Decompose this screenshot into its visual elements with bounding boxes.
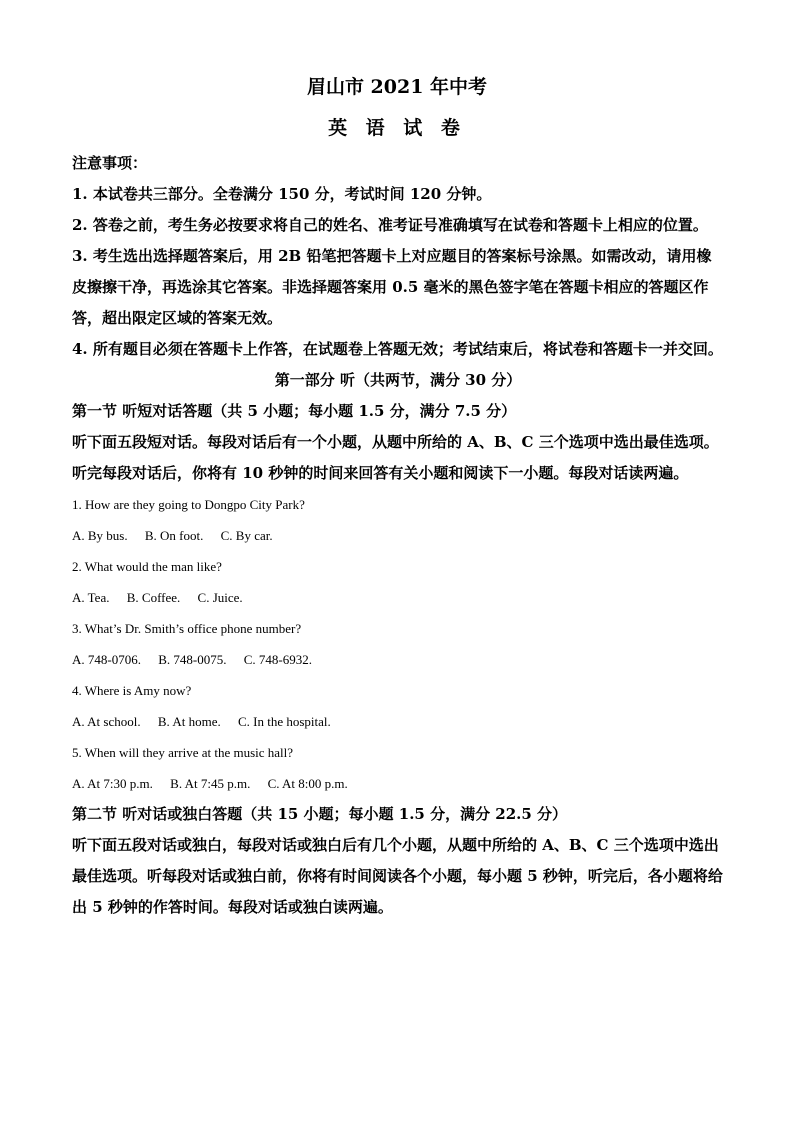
note-item: 4. 所有题目必须在答题卡上作答，在试题卷上答题无效；考试结束后，将试卷和答题卡一并交回。: [72, 340, 723, 358]
option-b: B. 748-0075.: [158, 652, 227, 667]
note-item: 3. 考生选出选择题答案后，用 2B 铅笔把答题卡上对应题目的答案标号涂黑。如需改动，请用橡皮擦擦干净，再选涂其它答案。非选择题答案用 0.5 毫米的黑色签字笔在答题卡相应的答题区作答，超出限定区域的答案无效。: [72, 247, 712, 327]
option-b: B. At 7:45 p.m.: [170, 776, 251, 791]
question-options: [72, 768, 724, 799]
note-item: 2. 答卷之前，考生务必按要求将自己的姓名、准考证号准确填写在试卷和答题卡上相应的位置。: [72, 216, 708, 234]
question-options: [72, 520, 724, 551]
option-a: A. 748-0706.: [72, 652, 141, 667]
question-4: [72, 675, 724, 737]
option-b: B. On foot.: [144, 528, 204, 543]
section1-heading: 第一节 听短对话答题（共 5 小题；每小题 1.5 分，满分 7.5 分）: [72, 402, 517, 420]
option-a: A. At school.: [72, 714, 141, 729]
question-1: [72, 489, 724, 551]
exam-title: 眉山市 2021 年中考: [306, 76, 488, 98]
question-5: [72, 737, 724, 799]
option-a: A. At 7:30 p.m.: [72, 776, 153, 791]
exam-subtitle: 英 语 试 卷: [328, 117, 466, 139]
question-3: [72, 613, 724, 675]
question-stem: 1. How are they going to Dongpo City Park?: [72, 497, 305, 512]
option-a: A. By bus.: [72, 528, 128, 543]
question-stem: 3. What’s Dr. Smith’s office phone number?: [72, 621, 302, 636]
section2-heading: 第二节 听对话或独白答题（共 15 小题；每小题 1.5 分，满分 22.5 分）: [72, 805, 568, 823]
question-stem: 4. Where is Amy now?: [72, 683, 192, 698]
option-c: C. At 8:00 p.m.: [267, 776, 348, 791]
option-c: C. 748-6932.: [243, 652, 312, 667]
option-b: B. Coffee.: [126, 590, 181, 605]
section1-instructions: 听下面五段短对话。每段对话后有一个小题，从题中所给的 A、B、C 三个选项中选出最佳选项。听完每段对话后，你将有 10 秒钟的时间来回答有关小题和阅读下一小题。每段对话读两遍。: [72, 433, 719, 482]
option-a: A. Tea.: [72, 590, 110, 605]
option-c: C. In the hospital.: [237, 714, 331, 729]
option-b: B. At home.: [157, 714, 221, 729]
notes-heading: 注意事项：: [72, 154, 148, 172]
note-item: 1. 本试卷共三部分。全卷满分 150 分，考试时间 120 分钟。: [72, 185, 492, 203]
option-c: C. Juice.: [197, 590, 243, 605]
question-options: [72, 706, 724, 737]
option-c: C. By car.: [220, 528, 273, 543]
question-options: [72, 582, 724, 613]
question-options: [72, 644, 724, 675]
exam-body: [72, 148, 724, 923]
question-stem: 2. What would the man like?: [72, 559, 222, 574]
part1-heading: 第一部分 听（共两节，满分 30 分）: [274, 371, 522, 389]
question-2: [72, 551, 724, 613]
question-stem: 5. When will they arrive at the music hall?: [72, 745, 294, 760]
section2-instructions: 听下面五段对话或独白，每段对话或独白后有几个小题，从题中所给的 A、B、C 三个选项中选出最佳选项。听每段对话或独白前，你将有时间阅读各个小题，每小题 5 秒钟，听完后，各小题将给出 5 秒钟的作答时间。每段对话或独白读两遍。: [72, 836, 723, 916]
